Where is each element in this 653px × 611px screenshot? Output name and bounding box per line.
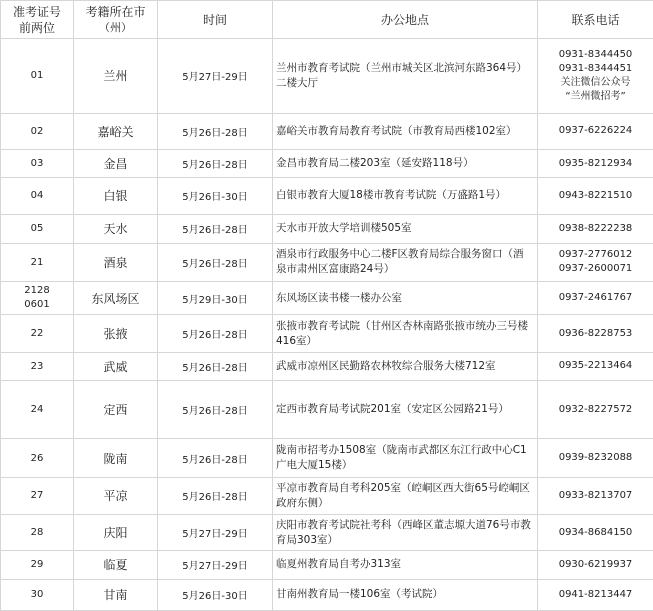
code-line: 01 <box>30 70 44 82</box>
cell-phone <box>538 380 653 439</box>
code-line: 24 <box>30 404 44 416</box>
cell-time: 5月26日-28日 <box>158 214 273 243</box>
table-row <box>1 214 653 243</box>
cell-time: 5月26日-28日 <box>158 315 273 352</box>
cell-city: 临夏 <box>74 551 158 579</box>
code-line: 03 <box>30 158 44 170</box>
header-time: 时间 <box>158 1 273 39</box>
cell-place: 庆阳市教育考试院社考科（西峰区董志塬大道76号市教育局303室） <box>273 515 538 551</box>
cell-city: 甘南 <box>74 579 158 610</box>
cell-place: 兰州市教育考试院（兰州市城关区北滨河东路364号）二楼大厅 <box>273 39 538 114</box>
header-place: 办公地点 <box>273 1 538 39</box>
header-code <box>1 1 74 39</box>
phone-line: 0934-8684150 <box>558 526 633 538</box>
phone-line: 0935-8212934 <box>558 157 633 169</box>
table-row <box>1 178 653 214</box>
header-phone: 联系电话 <box>538 1 653 39</box>
cell-place: 白银市教育大厦18楼市教育考试院（万盛路1号） <box>273 178 538 214</box>
code-line: 0601 <box>24 299 50 311</box>
cell-code <box>1 282 74 315</box>
code-line: 26 <box>30 452 44 464</box>
cell-place: 临夏州教育局自考办313室 <box>273 551 538 579</box>
phone-line: 0931-8344451 <box>558 62 633 74</box>
cell-phone <box>538 352 653 380</box>
cell-place: 嘉峪关市教育局教育考试院（市教育局西楼102室） <box>273 113 538 149</box>
cell-city: 天水 <box>74 214 158 243</box>
table-row <box>1 352 653 380</box>
header-city-line: （州） <box>99 20 132 34</box>
cell-code <box>1 39 74 114</box>
cell-time: 5月26日-28日 <box>158 477 273 514</box>
cell-time: 5月27日-29日 <box>158 551 273 579</box>
phone-line: 0937-6226224 <box>558 125 633 137</box>
cell-place: 天水市开放大学培训楼505室 <box>273 214 538 243</box>
phone-line: 0930-6219937 <box>558 558 633 570</box>
table-row <box>1 515 653 551</box>
cell-place: 金昌市教育局二楼203室（延安路118号） <box>273 149 538 177</box>
cell-code <box>1 551 74 579</box>
table-row <box>1 282 653 315</box>
cell-time: 5月29日-30日 <box>158 282 273 315</box>
cell-time: 5月26日-28日 <box>158 380 273 439</box>
header-row <box>1 1 653 39</box>
cell-code <box>1 477 74 514</box>
cell-time: 5月27日-29日 <box>158 515 273 551</box>
cell-phone <box>538 149 653 177</box>
cell-code <box>1 214 74 243</box>
code-line: 28 <box>30 527 44 539</box>
code-line: 2128 <box>24 285 50 297</box>
cell-time: 5月27日-29日 <box>158 39 273 114</box>
table-row <box>1 113 653 149</box>
cell-phone <box>538 282 653 315</box>
cell-phone <box>538 477 653 514</box>
table-row <box>1 380 653 439</box>
cell-place: 定西市教育局考试院201室（安定区公园路21号） <box>273 380 538 439</box>
cell-code <box>1 243 74 281</box>
cell-city: 平凉 <box>74 477 158 514</box>
table-row <box>1 149 653 177</box>
table-row <box>1 477 653 514</box>
cell-place: 张掖市教育考试院（甘州区杏林南路张掖市统办三号楼416室） <box>273 315 538 352</box>
header-code-line: 前两位 <box>18 20 55 35</box>
table-row <box>1 243 653 281</box>
phone-line: 0932-8227572 <box>558 403 633 415</box>
cell-city: 定西 <box>74 380 158 439</box>
header-city-line: 考籍所在市 <box>85 4 146 19</box>
cell-time: 5月26日-28日 <box>158 439 273 477</box>
phone-line: 0941-8213447 <box>558 588 633 600</box>
code-line: 30 <box>30 589 44 601</box>
cell-phone <box>538 39 653 114</box>
phone-line: “兰州微招考” <box>565 90 626 102</box>
cell-city: 庆阳 <box>74 515 158 551</box>
phone-line: 0943-8221510 <box>558 189 633 201</box>
cell-phone <box>538 243 653 281</box>
code-line: 21 <box>30 256 44 268</box>
cell-phone <box>538 315 653 352</box>
phone-line: 0936-8228753 <box>558 327 633 339</box>
cell-city: 兰州 <box>74 39 158 114</box>
phone-line: 0937-2600071 <box>558 263 633 275</box>
cell-time: 5月26日-28日 <box>158 149 273 177</box>
cell-place: 平凉市教育局自考科205室（崆峒区西大街65号崆峒区政府东侧） <box>273 477 538 514</box>
cell-code <box>1 178 74 214</box>
cell-place: 甘南州教育局一楼106室（考试院） <box>273 579 538 610</box>
cell-time: 5月26日-30日 <box>158 178 273 214</box>
code-line: 05 <box>30 223 44 235</box>
cell-place: 酒泉市行政服务中心二楼F区教育局综合服务窗口（酒泉市肃州区富康路24号） <box>273 243 538 281</box>
phone-line: 关注微信公众号 <box>560 76 631 88</box>
cell-time: 5月26日-30日 <box>158 579 273 610</box>
table-row <box>1 39 653 114</box>
cell-phone <box>538 178 653 214</box>
cell-city: 张掖 <box>74 315 158 352</box>
cell-city: 嘉峪关 <box>74 113 158 149</box>
table-row <box>1 439 653 477</box>
table-row <box>1 579 653 610</box>
cell-time: 5月26日-28日 <box>158 352 273 380</box>
cell-city: 东风场区 <box>74 282 158 315</box>
cell-phone <box>538 551 653 579</box>
cell-place: 武威市凉州区民勤路农林牧综合服务大楼712室 <box>273 352 538 380</box>
cell-code <box>1 515 74 551</box>
cell-place: 东风场区读书楼一楼办公室 <box>273 282 538 315</box>
table-row <box>1 315 653 352</box>
code-line: 27 <box>30 490 44 502</box>
header-code-line: 准考证号 <box>12 4 61 19</box>
phone-line: 0937-2776012 <box>558 249 633 261</box>
cell-place: 陇南市招考办1508室（陇南市武都区东江行政中心C1广电大厦15楼） <box>273 439 538 477</box>
cell-city: 金昌 <box>74 149 158 177</box>
table-row <box>1 551 653 579</box>
cell-code <box>1 352 74 380</box>
code-line: 22 <box>30 328 44 340</box>
header-city <box>74 1 158 39</box>
cell-city: 武威 <box>74 352 158 380</box>
cell-phone <box>538 113 653 149</box>
cell-phone <box>538 579 653 610</box>
cell-code <box>1 315 74 352</box>
cell-city: 陇南 <box>74 439 158 477</box>
cell-phone <box>538 439 653 477</box>
code-line: 04 <box>30 190 44 202</box>
cell-code <box>1 439 74 477</box>
code-line: 23 <box>30 360 44 372</box>
cell-phone <box>538 214 653 243</box>
cell-code <box>1 149 74 177</box>
cell-city: 白银 <box>74 178 158 214</box>
cell-code <box>1 579 74 610</box>
phone-line: 0937-2461767 <box>558 292 633 304</box>
cell-time: 5月26日-28日 <box>158 243 273 281</box>
cell-time: 5月26日-28日 <box>158 113 273 149</box>
code-line: 02 <box>30 125 44 137</box>
phone-line: 0939-8232088 <box>558 452 633 464</box>
code-line: 29 <box>30 559 44 571</box>
phone-line: 0938-8222238 <box>558 222 633 234</box>
phone-line: 0935-2213464 <box>558 360 633 372</box>
phone-line: 0933-8213707 <box>558 489 633 501</box>
cell-phone <box>538 515 653 551</box>
cell-city: 酒泉 <box>74 243 158 281</box>
cell-code <box>1 380 74 439</box>
phone-line: 0931-8344450 <box>558 48 633 60</box>
cell-code <box>1 113 74 149</box>
